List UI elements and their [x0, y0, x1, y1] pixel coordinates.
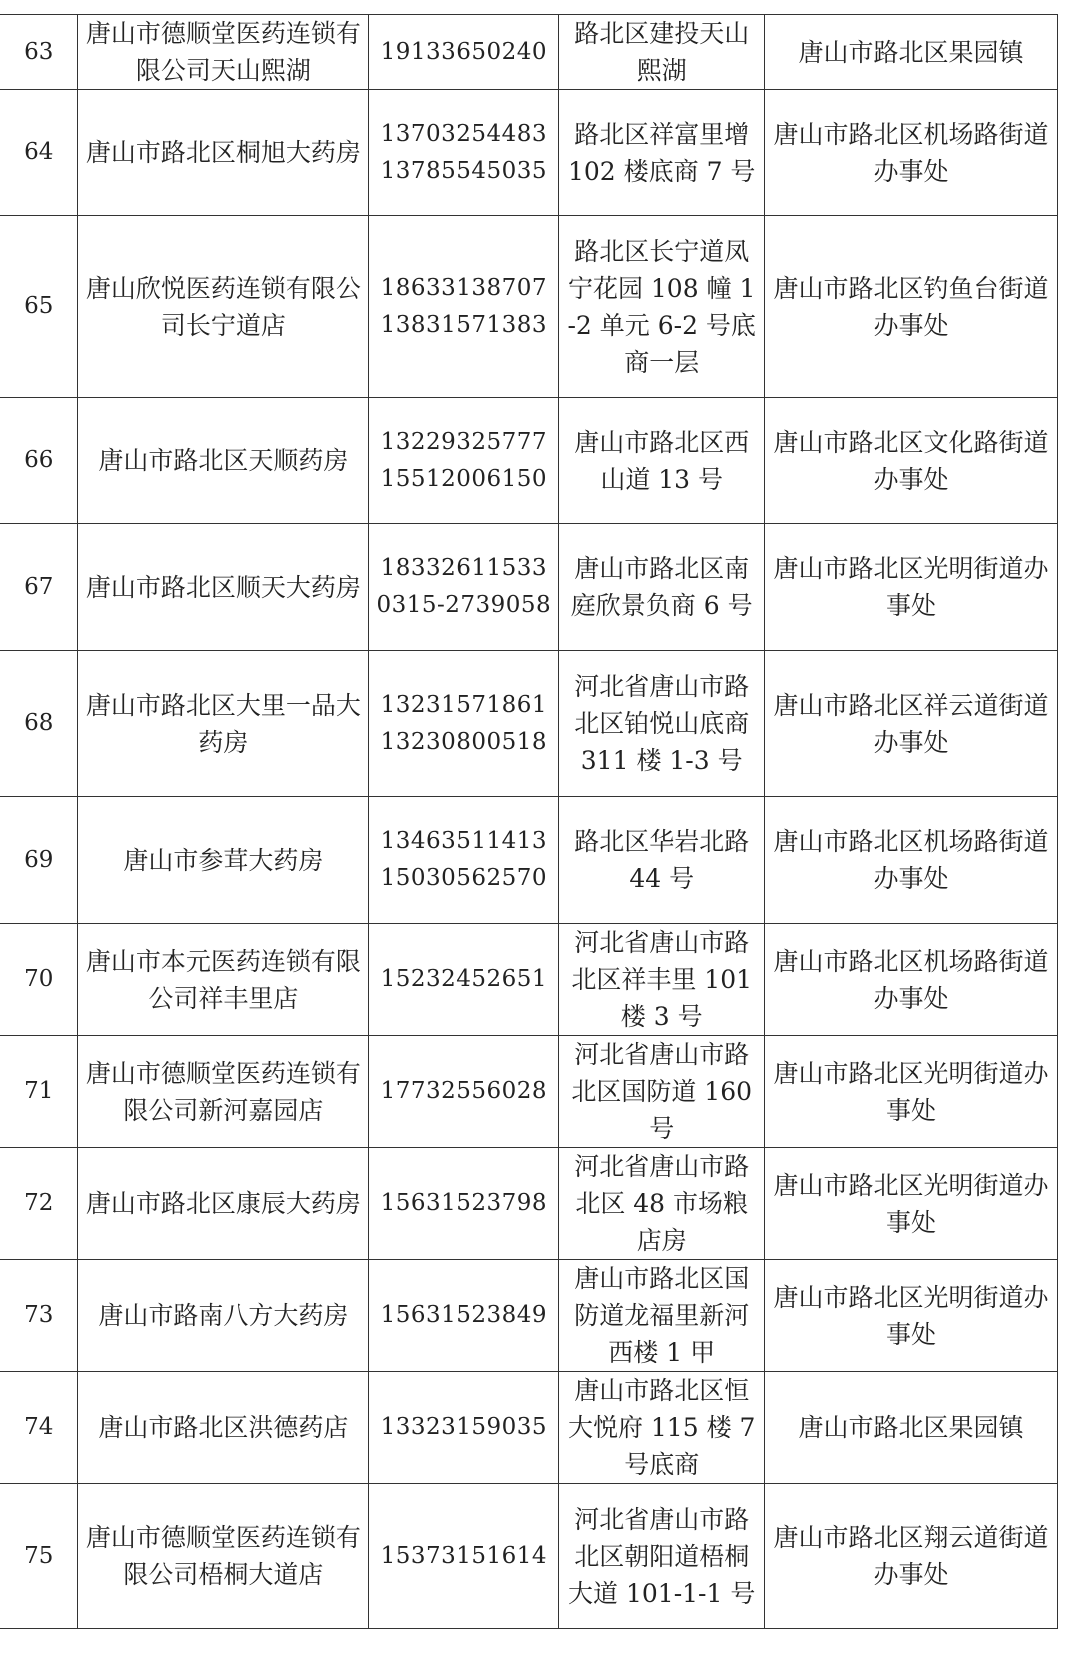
row-number: 66 — [0, 398, 78, 524]
table-row — [0, 1036, 1058, 1148]
district: 唐山市路北区光明街道办事处 — [765, 1260, 1058, 1372]
table-row — [0, 524, 1058, 651]
district: 唐山市路北区钓鱼台街道办事处 — [765, 216, 1058, 398]
pharmacy-name: 唐山市参茸大药房 — [78, 797, 369, 924]
pharmacy-name: 唐山市路北区康辰大药房 — [78, 1148, 369, 1260]
row-number: 74 — [0, 1372, 78, 1484]
district: 唐山市路北区果园镇 — [765, 15, 1058, 90]
phone-number: 13463511413 15030562570 — [369, 797, 559, 924]
table-row — [0, 1260, 1058, 1372]
table-row — [0, 1148, 1058, 1260]
row-number: 72 — [0, 1148, 78, 1260]
address: 唐山市路北区南庭欣景负商 6 号 — [559, 524, 765, 651]
phone-number: 13229325777 15512006150 — [369, 398, 559, 524]
table-row — [0, 1484, 1058, 1629]
row-number: 71 — [0, 1036, 78, 1148]
pharmacy-name: 唐山欣悦医药连锁有限公司长宁道店 — [78, 216, 369, 398]
row-number: 64 — [0, 90, 78, 216]
address: 路北区建投天山熙湖 — [559, 15, 765, 90]
address: 河北省唐山市路北区祥丰里 101 楼 3 号 — [559, 924, 765, 1036]
row-number: 67 — [0, 524, 78, 651]
pharmacy-name: 唐山市路北区天顺药房 — [78, 398, 369, 524]
address: 路北区华岩北路 44 号 — [559, 797, 765, 924]
address: 唐山市路北区西山道 13 号 — [559, 398, 765, 524]
row-number: 75 — [0, 1484, 78, 1629]
district: 唐山市路北区光明街道办事处 — [765, 524, 1058, 651]
phone-number: 17732556028 — [369, 1036, 559, 1148]
district: 唐山市路北区果园镇 — [765, 1372, 1058, 1484]
table-row — [0, 924, 1058, 1036]
phone-number: 18332611533 0315-2739058 — [369, 524, 559, 651]
phone-number: 15631523849 — [369, 1260, 559, 1372]
district: 唐山市路北区光明街道办事处 — [765, 1036, 1058, 1148]
address: 路北区长宁道凤宁花园 108 幢 1-2 单元 6-2 号底商一层 — [559, 216, 765, 398]
phone-number: 19133650240 — [369, 15, 559, 90]
phone-number: 13323159035 — [369, 1372, 559, 1484]
address: 唐山市路北区国防道龙福里新河西楼 1 甲 — [559, 1260, 765, 1372]
address: 路北区祥富里增 102 楼底商 7 号 — [559, 90, 765, 216]
address: 唐山市路北区恒大悦府 115 楼 7 号底商 — [559, 1372, 765, 1484]
address: 河北省唐山市路北区国防道 160 号 — [559, 1036, 765, 1148]
phone-number: 13231571861 13230800518 — [369, 651, 559, 797]
table-row — [0, 90, 1058, 216]
table-row — [0, 1372, 1058, 1484]
row-number: 69 — [0, 797, 78, 924]
phone-number: 15232452651 — [369, 924, 559, 1036]
pharmacy-name: 唐山市路北区洪德药店 — [78, 1372, 369, 1484]
district: 唐山市路北区祥云道街道办事处 — [765, 651, 1058, 797]
pharmacy-name: 唐山市路北区桐旭大药房 — [78, 90, 369, 216]
address: 河北省唐山市路北区朝阳道梧桐大道 101-1-1 号 — [559, 1484, 765, 1629]
district: 唐山市路北区光明街道办事处 — [765, 1148, 1058, 1260]
table-row — [0, 398, 1058, 524]
district: 唐山市路北区翔云道街道办事处 — [765, 1484, 1058, 1629]
row-number: 68 — [0, 651, 78, 797]
table-row — [0, 651, 1058, 797]
table-row — [0, 216, 1058, 398]
address: 河北省唐山市路北区铂悦山底商 311 楼 1-3 号 — [559, 651, 765, 797]
pharmacy-table — [0, 14, 1058, 1629]
row-number: 65 — [0, 216, 78, 398]
row-number: 73 — [0, 1260, 78, 1372]
district: 唐山市路北区机场路街道办事处 — [765, 924, 1058, 1036]
pharmacy-name: 唐山市路南八方大药房 — [78, 1260, 369, 1372]
district: 唐山市路北区机场路街道办事处 — [765, 90, 1058, 216]
table-row — [0, 797, 1058, 924]
pharmacy-name: 唐山市本元医药连锁有限公司祥丰里店 — [78, 924, 369, 1036]
district: 唐山市路北区文化路街道办事处 — [765, 398, 1058, 524]
pharmacy-name: 唐山市德顺堂医药连锁有限公司天山熙湖 — [78, 15, 369, 90]
pharmacy-name: 唐山市路北区顺天大药房 — [78, 524, 369, 651]
pharmacy-name: 唐山市德顺堂医药连锁有限公司新河嘉园店 — [78, 1036, 369, 1148]
district: 唐山市路北区机场路街道办事处 — [765, 797, 1058, 924]
table-row — [0, 15, 1058, 90]
row-number: 70 — [0, 924, 78, 1036]
row-number: 63 — [0, 15, 78, 90]
phone-number: 15373151614 — [369, 1484, 559, 1629]
pharmacy-name: 唐山市路北区大里一品大药房 — [78, 651, 369, 797]
pharmacy-name: 唐山市德顺堂医药连锁有限公司梧桐大道店 — [78, 1484, 369, 1629]
phone-number: 18633138707 13831571383 — [369, 216, 559, 398]
address: 河北省唐山市路北区 48 市场粮店房 — [559, 1148, 765, 1260]
phone-number: 13703254483 13785545035 — [369, 90, 559, 216]
phone-number: 15631523798 — [369, 1148, 559, 1260]
